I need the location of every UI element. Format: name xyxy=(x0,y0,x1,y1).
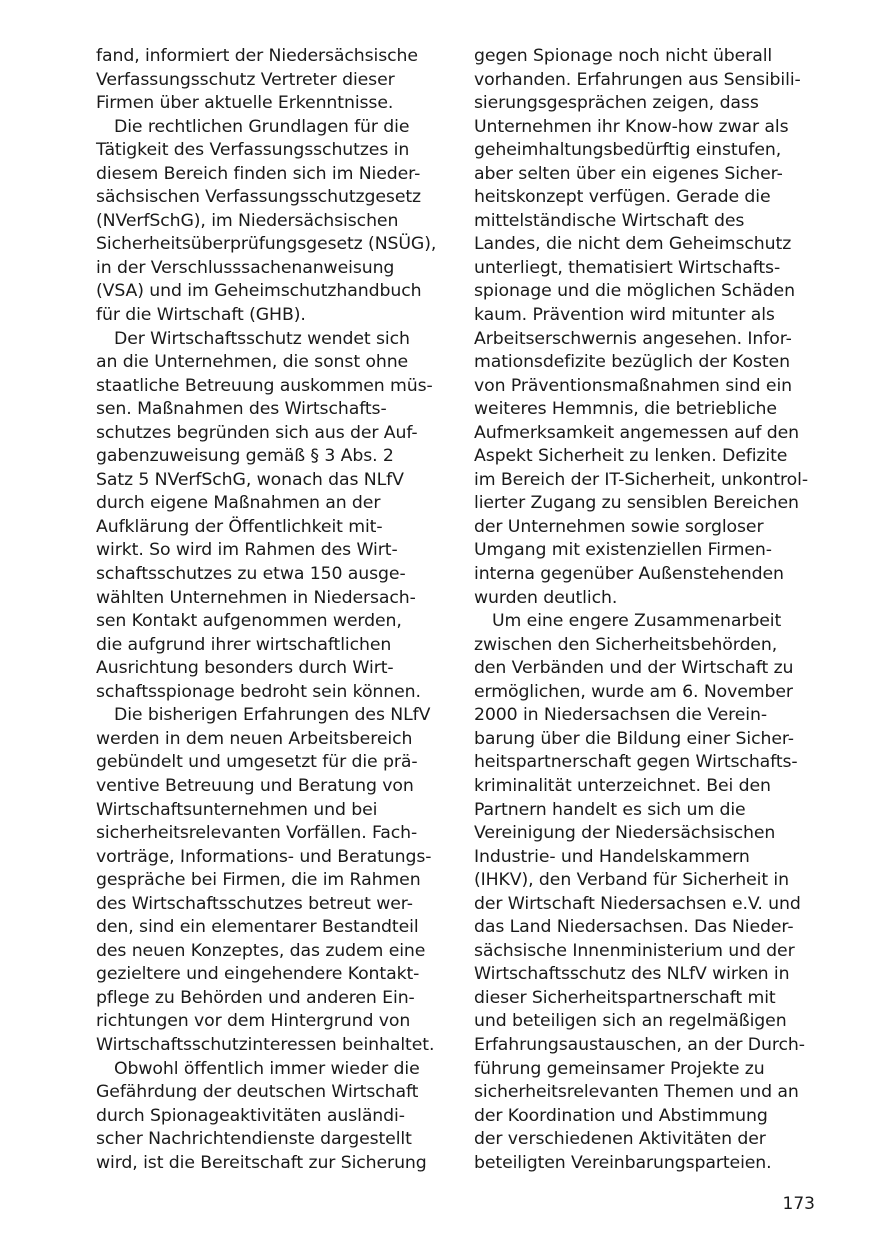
text-line: des neuen Konzeptes, das zudem eine xyxy=(96,940,426,961)
text-line: in der Verschlusssachenanweisung xyxy=(96,257,395,278)
text-line: heitspartnerschaft gegen Wirtschafts- xyxy=(474,752,798,773)
text-line: das Land Niedersachsen. Das Nieder- xyxy=(474,917,794,938)
text-line: Die bisherigen Erfahrungen des NLfV xyxy=(114,705,431,726)
text-line: wird, ist die Bereitschaft zur Sicherung xyxy=(96,1152,427,1173)
text-line: (NVerfSchG), im Niedersächsischen xyxy=(96,210,399,231)
text-line: Landes, die nicht dem Geheimschutz xyxy=(474,234,792,255)
text-line: (IHKV), den Verband für Sicherheit in xyxy=(474,870,789,891)
text-line: wählten Unternehmen in Niedersach- xyxy=(96,587,416,608)
text-line: beteiligten Vereinbarungsparteien. xyxy=(474,1152,772,1173)
text-line: lierter Zugang zu sensiblen Bereichen xyxy=(474,493,799,514)
text-line: und beteiligen sich an regelmäßigen xyxy=(474,1011,787,1032)
text-line: spionage und die möglichen Schäden xyxy=(474,281,795,302)
page-number: 173 xyxy=(782,1194,815,1214)
text-line: gezieltere und eingehendere Kontakt- xyxy=(96,964,420,985)
text-line: für die Wirtschaft (GHB). xyxy=(96,305,306,326)
text-line: (VSA) und im Geheimschutzhandbuch xyxy=(96,281,422,302)
text-line: schaftsspionage bedroht sein können. xyxy=(96,681,421,702)
text-line: kriminalität unterzeichnet. Bei den xyxy=(474,775,771,796)
text-line: Sicherheitsüberprüfungsgesetz (NSÜG), xyxy=(96,234,437,255)
text-line: sächsische Innenministerium und der xyxy=(474,940,795,961)
text-line: Unternehmen ihr Know-how zwar als xyxy=(474,116,789,137)
text-line: sicherheitsrelevanten Themen und an xyxy=(474,1082,799,1103)
text-line: sächsischen Verfassungsschutzgesetz xyxy=(96,187,422,208)
text-line: vorträge, Informations- und Beratungs- xyxy=(96,846,432,867)
text-line: sicherheitsrelevanten Vorfällen. Fach- xyxy=(96,823,418,844)
text-line: gespräche bei Firmen, die im Rahmen xyxy=(96,870,421,891)
text-line: der Koordination und Abstimmung xyxy=(474,1105,768,1126)
text-line: Wirtschaftsschutzinteressen beinhaltet. xyxy=(96,1034,435,1055)
text-line: Wirtschaftsunternehmen und bei xyxy=(96,799,378,820)
text-line: richtungen vor dem Hintergrund von xyxy=(96,1011,411,1032)
text-line: kaum. Prävention wird mitunter als xyxy=(474,305,775,326)
text-line: pflege zu Behörden und anderen Ein- xyxy=(96,987,415,1008)
left-text-column xyxy=(96,45,441,1175)
text-line: sierungsgesprächen zeigen, dass xyxy=(474,93,759,114)
text-line: Umgang mit existenziellen Firmen- xyxy=(474,540,772,561)
text-line: den Verbänden und der Wirtschaft zu xyxy=(474,658,794,679)
text-line: durch eigene Maßnahmen an der xyxy=(96,493,381,514)
text-line: die aufgrund ihrer wirtschaftlichen xyxy=(96,634,392,655)
text-line: dieser Sicherheitspartnerschaft mit xyxy=(474,987,776,1008)
text-line: Die rechtlichen Grundlagen für die xyxy=(114,116,410,137)
text-line: Industrie- und Handelskammern xyxy=(474,846,750,867)
text-line: des Wirtschaftsschutzes betreut wer- xyxy=(96,893,413,914)
text-line: Aufmerksamkeit angemessen auf den xyxy=(474,422,800,443)
text-line: sen Kontakt aufgenommen werden, xyxy=(96,611,402,632)
text-line: scher Nachrichtendienste dargestellt xyxy=(96,1129,412,1150)
text-line: Verfassungsschutz Vertreter dieser xyxy=(96,69,395,90)
text-line: der verschiedenen Aktivitäten der xyxy=(474,1129,766,1150)
text-line: Partnern handelt es sich um die xyxy=(474,799,746,820)
text-line: den, sind ein elementarer Bestandteil xyxy=(96,917,419,938)
text-line: Satz 5 NVerfSchG, wonach das NLfV xyxy=(96,469,404,490)
text-line: mationsdefizite bezüglich der Kosten xyxy=(474,352,790,373)
text-line: staatliche Betreuung auskommen müs- xyxy=(96,375,433,396)
text-line: mittelständische Wirtschaft des xyxy=(474,210,745,231)
text-line: fand, informiert der Niedersächsische xyxy=(96,46,418,66)
text-line: der Wirtschaft Niedersachsen e.V. und xyxy=(474,893,801,914)
text-line: Obwohl öffentlich immer wieder die xyxy=(114,1058,420,1079)
text-line: gegen Spionage noch nicht überall xyxy=(474,46,773,66)
text-line: ermöglichen, wurde am 6. November xyxy=(474,681,793,702)
right-text-column xyxy=(474,45,824,1175)
text-line: Gefährdung der deutschen Wirtschaft xyxy=(96,1082,419,1103)
text-line: Wirtschaftsschutz des NLfV wirken in xyxy=(474,964,790,985)
text-line: der Unternehmen sowie sorgloser xyxy=(474,516,764,537)
text-line: geheimhaltungsbedürftig einstufen, xyxy=(474,140,782,161)
text-line: an die Unternehmen, die sonst ohne xyxy=(96,352,409,373)
text-line: führung gemeinsamer Projekte zu xyxy=(474,1058,765,1079)
text-line: wirkt. So wird im Rahmen des Wirt- xyxy=(96,540,398,561)
text-line: Firmen über aktuelle Erkenntnisse. xyxy=(96,93,394,114)
text-line: im Bereich der IT-Sicherheit, unkontrol- xyxy=(474,469,808,490)
text-line: zwischen den Sicherheitsbehörden, xyxy=(474,634,778,655)
text-line: Erfahrungsaustauschen, an der Durch- xyxy=(474,1034,805,1055)
text-line: 2000 in Niedersachsen die Verein- xyxy=(474,705,767,726)
text-line: Der Wirtschaftsschutz wendet sich xyxy=(114,328,410,349)
text-line: sen. Maßnahmen des Wirtschafts- xyxy=(96,399,387,420)
text-line: schutzes begründen sich aus der Auf- xyxy=(96,422,418,443)
text-line: barung über die Bildung einer Sicher- xyxy=(474,728,794,749)
text-line: wurden deutlich. xyxy=(474,587,618,608)
text-line: Arbeitserschwernis angesehen. Infor- xyxy=(474,328,792,349)
text-line: interna gegenüber Außenstehenden xyxy=(474,564,784,585)
text-line: durch Spionageaktivitäten ausländi- xyxy=(96,1105,405,1126)
text-line: weiteres Hemmnis, die betriebliche xyxy=(474,399,777,420)
text-line: Tätigkeit des Verfassungsschutzes in xyxy=(96,140,410,161)
text-line: werden in dem neuen Arbeitsbereich xyxy=(96,728,413,749)
text-line: gebündelt und umgesetzt für die prä- xyxy=(96,752,418,773)
text-line: Vereinigung der Niedersächsischen xyxy=(474,823,776,844)
text-line: Ausrichtung besonders durch Wirt- xyxy=(96,658,394,679)
text-line: Aufklärung der Öffentlichkeit mit- xyxy=(96,516,383,537)
text-line: Aspekt Sicherheit zu lenken. Defizite xyxy=(474,446,788,467)
text-line: schaftsschutzes zu etwa 150 ausge- xyxy=(96,564,406,585)
text-line: diesem Bereich finden sich im Nieder- xyxy=(96,163,421,184)
text-line: vorhanden. Erfahrungen aus Sensibili- xyxy=(474,69,801,90)
text-line: aber selten über ein eigenes Sicher- xyxy=(474,163,783,184)
text-line: unterliegt, thematisiert Wirtschafts- xyxy=(474,257,781,278)
text-line: ventive Betreuung und Beratung von xyxy=(96,775,414,796)
text-line: gabenzuweisung gemäß § 3 Abs. 2 xyxy=(96,446,394,467)
text-line: von Präventionsmaßnahmen sind ein xyxy=(474,375,792,396)
text-line: heitskonzept verfügen. Gerade die xyxy=(474,187,771,208)
text-line: Um eine engere Zusammenarbeit xyxy=(492,611,782,632)
